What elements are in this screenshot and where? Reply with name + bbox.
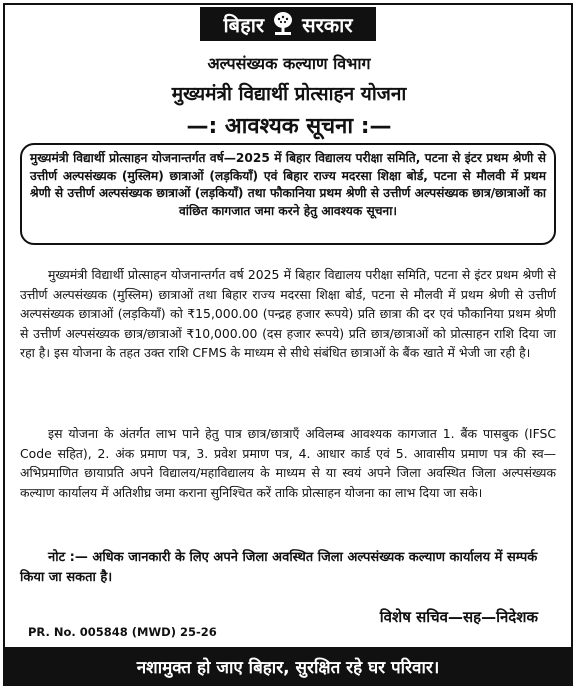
pr-number: PR. No. 005848 (MWD) 25-26 xyxy=(28,625,217,639)
banner-left-text: बिहार xyxy=(223,12,265,37)
footer-slogan-text: नशामुक्त हो जाए बिहार, सुरक्षित रहे घर परिवार। xyxy=(136,658,440,678)
signature-designation: विशेष सचिव—सह—निदेशक xyxy=(379,608,538,626)
banner-right-text: सरकार xyxy=(302,12,353,37)
notice-heading: —: आवश्यक सूचना :— xyxy=(186,114,392,139)
summary-box: मुख्यमंत्री विद्यार्थी प्रोत्साहन योजनान्तर्गत वर्ष—2025 में बिहार विद्यालय परीक्षा समिति, पटना से इंटर प्रथम श्रेणी से उत्तीर्ण अल्पसंख्यक (मुस्लिम) छात्राओं (लड़कियाँ) एवं बिहार राज्य मदरसा शिक्षा बोर्ड, पटना से मौलवी में प्रथम श्रेणी से उत्तीर्ण अल्पसंख्यक छात्राओं (लड़कियाँ) तथा फौकानिया प्रथम श्रेणी से उत्तीर्ण अल्पसंख्यक छात्र/छात्राओं का वांछित कागजात जमा करने हेतु आवश्यक सूचना। xyxy=(20,143,556,245)
body-paragraph-2: इस योजना के अंतर्गत लाभ पाने हेतु पात्र छात्र/छात्राएँ अविलम्ब आवश्यक कागजात 1. बैंक पासबुक (IFSC Code सहित), 2. अंक प्रमाण पत्र, 3. प्रवेश प्रमाण पत्र, 4. आधार कार्ड एवं 5. आवासीय प्रमाण पत्र की स्व—अभिप्रमाणित छायाप्रति अपने विद्यालय/महाविद्यालय के माध्यम से या स्वयं अपने जिला अवस्थित जिला अल्पसंख्यक कल्याण कार्यालय में अतिशीघ्र जमा कराना सुनिश्चित करें ताकि प्रोत्साहन योजना का लाभ दिया जा सके। xyxy=(20,426,556,500)
department-name: अल्पसंख्यक कल्याण विभाग xyxy=(207,54,371,73)
body-paragraph-1: मुख्यमंत्री विद्यार्थी प्रोत्साहन योजनान्तर्गत वर्ष 2025 में बिहार विद्यालय परीक्षा समिति, पटना से इंटर प्रथम श्रेणी से उत्तीर्ण अल्पसंख्यक (मुस्लिम) छात्राओं तथा बिहार राज्य मदरसा शिक्षा बोर्ड, पटना से मौलवी में प्रथम श्रेणी से उत्तीर्ण अल्पसंख्यक छात्राओं (लड़कियाँ) को ₹15,000.00 (पन्द्रह हजार रूपये) प्रति छात्रा की दर एवं फौकानिया प्रथम श्रेणी से उत्तीर्ण अल्पसंख्यक छात्र/छात्राओं ₹10,000.00 (दस हजार रूपये) प्रति छात्र/छात्राओं को प्रोत्साहन राशि दिया जा रहा है। इस योजना के तहत उक्त राशि CFMS के माध्यम से सीधे संबंधित छात्राओं के बैंक खाते में भेजी जा रही है। xyxy=(20,267,556,360)
note-text: नोट :— अधिक जानकारी के लिए अपने जिला अवस्थित जिला अल्पसंख्यक कल्याण कार्यालय में सम्पर्क किया जा सकता है। xyxy=(20,550,538,585)
government-banner xyxy=(200,7,376,41)
scheme-title: मुख्यमंत्री विद्यार्थी प्रोत्साहन योजना xyxy=(171,83,407,105)
bodhi-tree-emblem-icon xyxy=(272,11,294,37)
footer-slogan xyxy=(3,647,573,686)
